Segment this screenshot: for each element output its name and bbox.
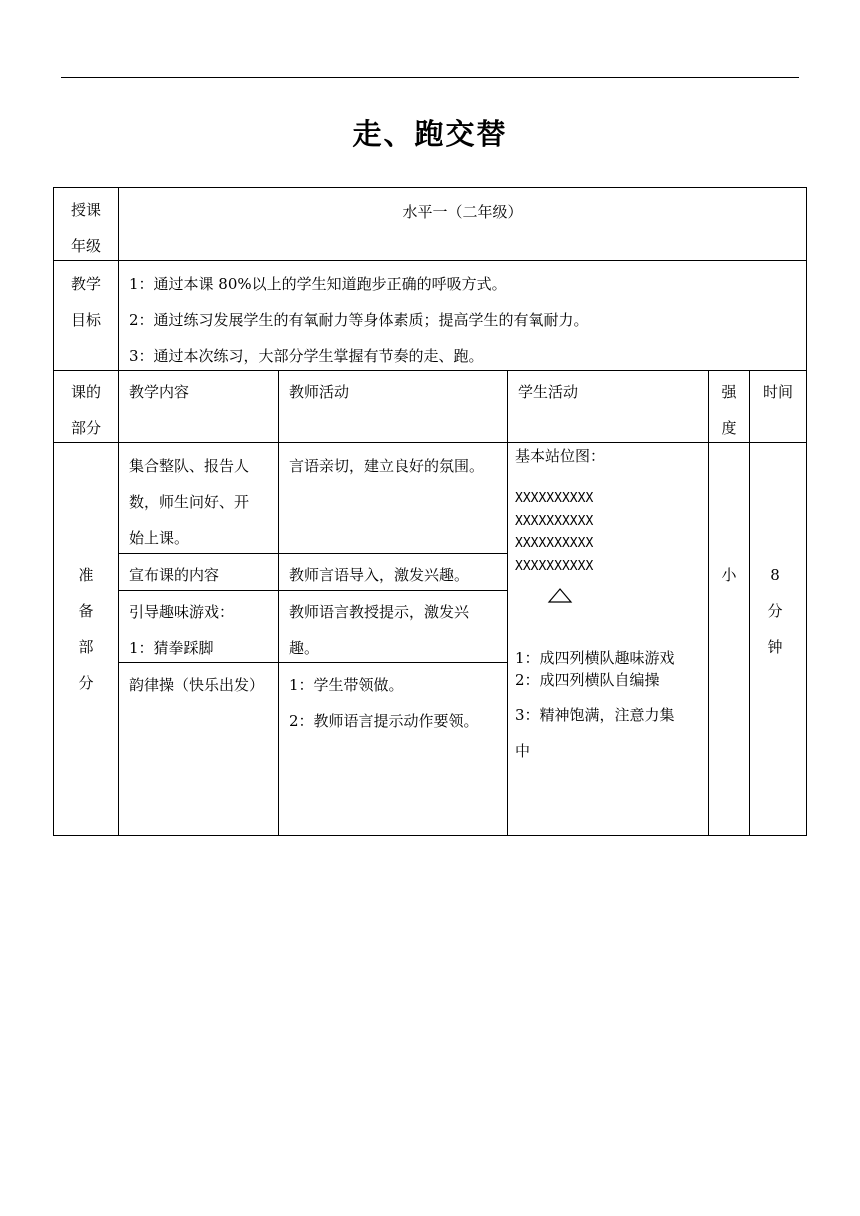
formation-row: XXXXXXXXXX (515, 513, 594, 529)
header-intensity (709, 374, 749, 446)
teacher-item-3-line2: 趣。 (289, 639, 320, 657)
goals-label (54, 266, 118, 338)
formation-row: XXXXXXXXXX (515, 558, 594, 574)
student-item-1: 1：成四列横队趣味游戏 (515, 649, 675, 667)
prep-time-line3: 钟 (767, 638, 783, 656)
teacher-item-4-line2: 2：教师语言提示动作要领。 (289, 712, 479, 730)
content-item-2: 宣布课的内容 (129, 566, 220, 584)
formation-row: XXXXXXXXXX (515, 491, 594, 506)
teacher-item-2: 教师言语导入，激发兴趣。 (289, 566, 470, 584)
goals-label-line2: 目标 (70, 311, 101, 329)
content-item-3-line2: 1：猜拳踩脚 (129, 639, 214, 657)
prep-time-line2: 分 (767, 602, 783, 620)
teacher-item-4 (279, 667, 507, 739)
formation-diagram (515, 488, 707, 578)
prep-part-char-3: 部 (78, 638, 94, 656)
header-part-line2: 部分 (70, 419, 101, 437)
formation-row: XXXXXXXXXX (515, 536, 594, 551)
student-item-3-line2: 中 (515, 742, 531, 760)
goal-item-1: 1：通过本课 80%以上的学生知道跑步正确的呼吸方式。 (129, 275, 507, 293)
prep-part-char-4: 分 (78, 674, 94, 692)
teacher-item-3 (279, 594, 507, 666)
header-intensity-line2: 度 (721, 419, 737, 437)
content-item-3 (119, 594, 278, 666)
goals-label-line1: 教学 (70, 275, 101, 293)
student-item-3-line1: 3：精神饱满，注意力集 (515, 706, 675, 724)
prep-intensity: 小 (721, 566, 737, 584)
content-item-1-line2: 数，师生问好、开 (129, 493, 250, 511)
header-intensity-line1: 强 (721, 383, 737, 401)
header-content: 教学内容 (129, 383, 190, 401)
prep-time (750, 557, 800, 665)
content-item-1-line3: 始上课。 (129, 529, 190, 547)
goal-item-2: 2：通过练习发展学生的有氧耐力等身体素质；提高学生的有氧耐力。 (129, 311, 589, 329)
prep-time-line1: 8 (770, 566, 780, 584)
goal-item-3: 3：通过本次练习，大部分学生掌握有节奏的走、跑。 (129, 347, 484, 365)
document-title: 走、跑交替 (352, 117, 508, 151)
teacher-position-triangle-icon (547, 588, 573, 604)
student-diagram-title: 基本站位图： (515, 447, 606, 465)
grade-label-line2: 年级 (70, 237, 101, 255)
content-item-3-line1: 引导趣味游戏： (129, 603, 235, 621)
header-teacher: 教师活动 (289, 383, 350, 401)
teacher-item-4-line1: 1：学生带领做。 (289, 676, 404, 694)
student-item-3 (515, 697, 707, 769)
content-item-4: 韵律操（快乐出发） (129, 676, 265, 694)
content-item-1-line1: 集合整队、报告人 (129, 457, 250, 475)
prep-part-char-1: 准 (78, 566, 94, 584)
teacher-item-1: 言语亲切，建立良好的氛围。 (289, 457, 485, 475)
student-items (515, 647, 707, 691)
grade-value: 水平一（二年级） (402, 203, 523, 221)
grade-label (54, 192, 118, 264)
header-part (54, 374, 118, 446)
header-part-line1: 课的 (70, 383, 101, 401)
goals-list (119, 266, 806, 374)
prep-part-char-2: 备 (78, 602, 94, 620)
header-student: 学生活动 (518, 383, 579, 401)
header-time: 时间 (762, 383, 793, 401)
content-item-1 (119, 448, 278, 556)
grade-label-line1: 授课 (70, 201, 101, 219)
prep-part-label (54, 557, 118, 701)
teacher-item-3-line1: 教师语言教授提示，激发兴 (289, 603, 470, 621)
student-item-2: 2：成四列横队自编操 (515, 671, 660, 689)
header-rule (61, 77, 799, 78)
